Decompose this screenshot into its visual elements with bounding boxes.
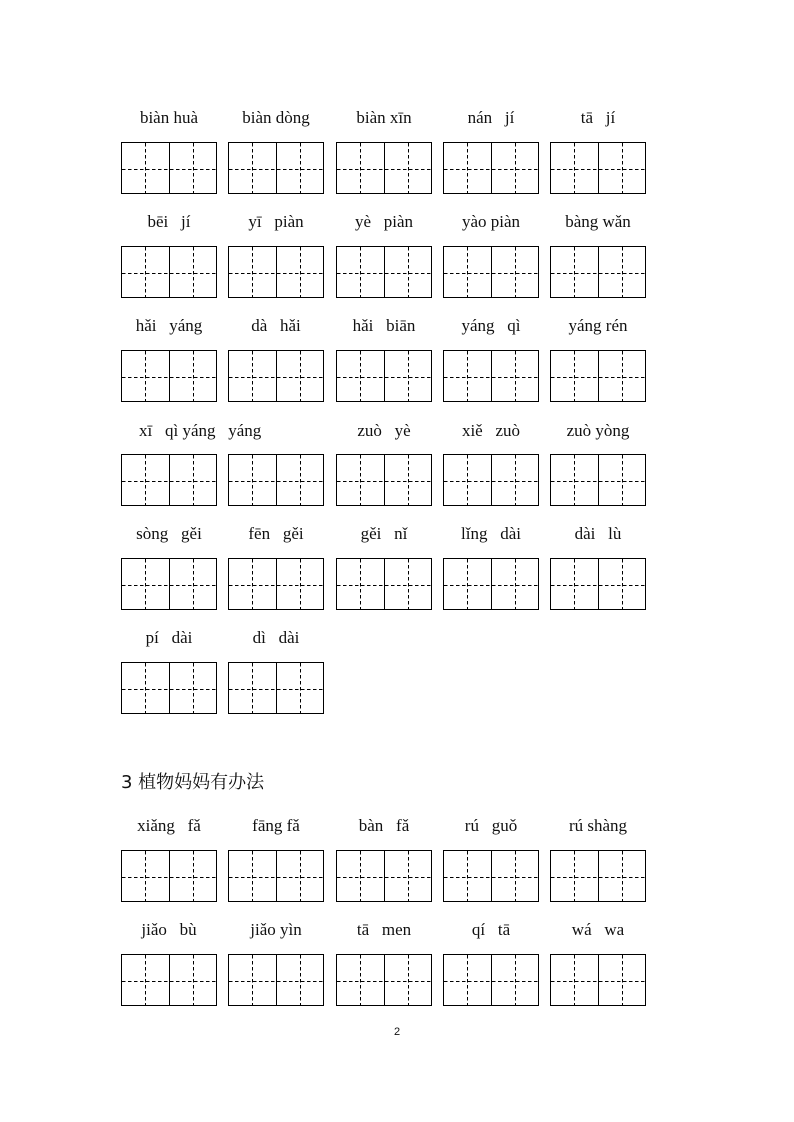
writing-grid-box[interactable] [550, 454, 646, 506]
grid-guide-line [193, 955, 194, 1005]
grid-guide-line [145, 851, 146, 901]
pinyin-label: tā jí [580, 108, 616, 127]
grid-guide-line [193, 143, 194, 193]
grid-guide-line [300, 955, 301, 1005]
pinyin-label: yào piàn [461, 212, 521, 231]
grid-guide-line [252, 455, 253, 505]
grid-guide-line [252, 143, 253, 193]
pinyin-label: xiě zuò [461, 421, 521, 440]
writing-grid-box[interactable] [121, 850, 217, 902]
grid-guide-line [574, 455, 575, 505]
pinyin-label: dì dài [252, 628, 300, 647]
grid-guide-line [467, 143, 468, 193]
writing-grid-box[interactable] [336, 454, 432, 506]
grid-guide-line [252, 851, 253, 901]
grid-guide-line [300, 455, 301, 505]
grid-guide-line [145, 663, 146, 713]
pinyin-label: rú guǒ [464, 816, 518, 835]
writing-grid-box[interactable] [336, 246, 432, 298]
writing-grid-box[interactable] [121, 246, 217, 298]
grid-guide-line [622, 955, 623, 1005]
writing-grid-box[interactable] [443, 350, 539, 402]
grid-guide-line [574, 143, 575, 193]
pinyin-label: gěi nǐ [360, 524, 408, 543]
grid-guide-line [408, 559, 409, 609]
grid-guide-line [193, 851, 194, 901]
grid-guide-line [515, 143, 516, 193]
pinyin-label: xiǎng fǎ [137, 816, 201, 835]
writing-grid-box[interactable] [121, 558, 217, 610]
writing-grid-box[interactable] [121, 142, 217, 194]
pinyin-label: zuò yòng [566, 421, 630, 440]
grid-guide-line [193, 663, 194, 713]
grid-guide-line [467, 559, 468, 609]
writing-grid-box[interactable] [336, 350, 432, 402]
grid-guide-line [252, 663, 253, 713]
pinyin-label: tā men [356, 920, 412, 939]
writing-grid-box[interactable] [228, 142, 324, 194]
grid-guide-line [193, 351, 194, 401]
grid-guide-line [360, 559, 361, 609]
writing-grid-box[interactable] [228, 350, 324, 402]
writing-grid-box[interactable] [121, 954, 217, 1006]
pinyin-label: yè piàn [354, 212, 414, 231]
writing-grid-box[interactable] [228, 662, 324, 714]
pinyin-label: hǎi biān [352, 316, 416, 335]
writing-grid-box[interactable] [121, 350, 217, 402]
pinyin-label: fāng fǎ [252, 816, 300, 835]
grid-guide-line [408, 851, 409, 901]
grid-guide-line [252, 247, 253, 297]
grid-guide-line [622, 143, 623, 193]
grid-guide-line [622, 455, 623, 505]
grid-guide-line [408, 955, 409, 1005]
grid-guide-line [145, 559, 146, 609]
writing-grid-box[interactable] [443, 142, 539, 194]
pinyin-label: yáng qì [461, 316, 521, 335]
grid-guide-line [574, 559, 575, 609]
pinyin-label: zuò yè [357, 421, 411, 440]
grid-guide-line [193, 559, 194, 609]
grid-guide-line [300, 559, 301, 609]
grid-guide-line [300, 143, 301, 193]
grid-guide-line [360, 351, 361, 401]
pinyin-label: lǐng dài [461, 524, 521, 543]
pinyin-label: wá wa [571, 920, 625, 939]
pinyin-label: bàn fǎ [358, 816, 410, 835]
writing-grid-box[interactable] [336, 558, 432, 610]
pinyin-label: bēi jí [147, 212, 191, 231]
writing-grid-box[interactable] [550, 558, 646, 610]
writing-grid-box[interactable] [443, 954, 539, 1006]
grid-guide-line [300, 247, 301, 297]
pinyin-label: hǎi yáng [135, 316, 203, 335]
writing-grid-box[interactable] [121, 662, 217, 714]
pinyin-label: nán jí [467, 108, 515, 127]
grid-guide-line [408, 247, 409, 297]
pinyin-label: dài lù [574, 524, 622, 543]
grid-guide-line [574, 851, 575, 901]
grid-guide-line [252, 351, 253, 401]
grid-guide-line [574, 351, 575, 401]
writing-grid-box[interactable] [336, 142, 432, 194]
grid-guide-line [622, 559, 623, 609]
grid-guide-line [467, 851, 468, 901]
grid-guide-line [515, 247, 516, 297]
pinyin-label: biàn dòng [242, 108, 310, 127]
grid-guide-line [300, 663, 301, 713]
grid-guide-line [408, 351, 409, 401]
writing-grid-box[interactable] [121, 454, 217, 506]
grid-guide-line [145, 955, 146, 1005]
pinyin-label: biàn huà [139, 108, 199, 127]
grid-guide-line [622, 851, 623, 901]
grid-guide-line [360, 851, 361, 901]
writing-grid-box[interactable] [550, 954, 646, 1006]
grid-guide-line [515, 851, 516, 901]
grid-guide-line [467, 455, 468, 505]
pinyin-label: fēn gěi [248, 524, 304, 543]
writing-grid-box[interactable] [228, 850, 324, 902]
pinyin-label: bàng wǎn [565, 212, 631, 231]
grid-guide-line [360, 247, 361, 297]
writing-grid-box[interactable] [336, 850, 432, 902]
lesson-title: 3 植物妈妈有办法 [121, 772, 265, 793]
grid-guide-line [515, 351, 516, 401]
pinyin-label: biàn xīn [356, 108, 412, 127]
grid-guide-line [252, 955, 253, 1005]
grid-guide-line [360, 143, 361, 193]
writing-grid-box[interactable] [443, 850, 539, 902]
grid-guide-line [145, 143, 146, 193]
grid-guide-line [515, 955, 516, 1005]
grid-guide-line [145, 455, 146, 505]
grid-guide-line [252, 559, 253, 609]
writing-grid-box[interactable] [228, 954, 324, 1006]
pinyin-label: xī qì yáng yáng [139, 421, 262, 440]
pinyin-label: jiǎo yìn [250, 920, 302, 939]
grid-guide-line [360, 455, 361, 505]
pinyin-label: yáng rén [568, 316, 628, 335]
grid-guide-line [467, 351, 468, 401]
pinyin-label: qí tā [471, 920, 511, 939]
writing-grid-box[interactable] [443, 454, 539, 506]
grid-guide-line [408, 455, 409, 505]
grid-guide-line [574, 955, 575, 1005]
pinyin-label: pí dài [145, 628, 193, 647]
grid-guide-line [193, 247, 194, 297]
grid-guide-line [300, 851, 301, 901]
page-number: 2 [393, 1026, 401, 1038]
writing-grid-box[interactable] [228, 246, 324, 298]
writing-grid-box[interactable] [550, 850, 646, 902]
pinyin-label: dà hǎi [251, 316, 301, 335]
pinyin-label: yī piàn [248, 212, 304, 231]
writing-grid-box[interactable] [443, 246, 539, 298]
writing-grid-box[interactable] [228, 454, 324, 506]
grid-guide-line [408, 143, 409, 193]
grid-guide-line [193, 455, 194, 505]
writing-grid-box[interactable] [443, 558, 539, 610]
writing-grid-box[interactable] [550, 142, 646, 194]
grid-guide-line [622, 247, 623, 297]
grid-guide-line [467, 955, 468, 1005]
pinyin-label: rú shàng [568, 816, 628, 835]
grid-guide-line [515, 559, 516, 609]
writing-grid-box[interactable] [336, 954, 432, 1006]
grid-guide-line [145, 247, 146, 297]
grid-guide-line [467, 247, 468, 297]
grid-guide-line [300, 351, 301, 401]
writing-grid-box[interactable] [228, 558, 324, 610]
writing-grid-box[interactable] [550, 350, 646, 402]
pinyin-label: jiǎo bù [141, 920, 197, 939]
pinyin-label: sòng gěi [136, 524, 202, 543]
grid-guide-line [145, 351, 146, 401]
grid-guide-line [622, 351, 623, 401]
grid-guide-line [515, 455, 516, 505]
writing-grid-box[interactable] [550, 246, 646, 298]
grid-guide-line [360, 955, 361, 1005]
grid-guide-line [574, 247, 575, 297]
